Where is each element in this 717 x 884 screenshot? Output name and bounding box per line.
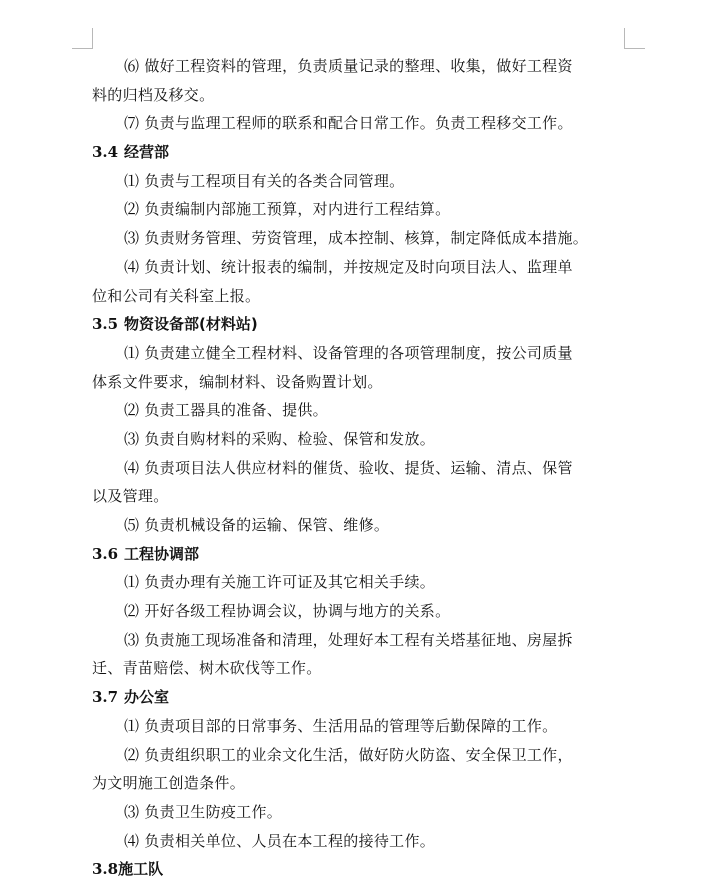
paragraph: [92, 195, 625, 224]
paragraph-line: 位和公司有关科室上报。: [92, 286, 261, 305]
crop-mark-top-right: [624, 28, 645, 49]
paragraph-line: ⑴ 负责办理有关施工许可证及其它相关手续。: [124, 573, 436, 592]
section-heading: [92, 138, 625, 167]
section-title: 办公室: [124, 688, 170, 707]
paragraph: [92, 511, 625, 540]
paragraph-line: ⑴ 负责建立健全工程材料、设备管理的各项管理制度，按公司质量: [124, 343, 573, 362]
section-title: 工程协调部: [124, 544, 200, 563]
paragraph-line: 料的归档及移交。: [92, 85, 215, 104]
paragraph: [92, 568, 625, 597]
paragraph: [92, 741, 625, 798]
paragraph-line: 为文明施工创造条件。: [92, 774, 246, 793]
crop-mark-top-left: [72, 28, 93, 49]
paragraph-line: ⑶ 负责财务管理、劳资管理，成本控制、核算，制定降低成本措施。: [124, 229, 589, 248]
section-heading: [92, 683, 625, 712]
paragraph-line: ⑷ 负责相关单位、人员在本工程的接待工作。: [124, 831, 436, 850]
section-number: 3.8: [92, 860, 119, 879]
paragraph: [92, 425, 625, 454]
paragraph: [92, 454, 625, 511]
paragraph-line: ⑸ 负责机械设备的运输、保管、维修。: [124, 516, 390, 534]
paragraph-line: ⑷ 负责计划、统计报表的编制，并按规定及时向项目法人、监理单: [124, 257, 573, 276]
paragraph: [92, 396, 625, 425]
paragraph-line: ⑵ 负责组织职工的业余文化生活，做好防火防盗、安全保卫工作，: [124, 745, 573, 764]
paragraph-line: 迁、青苗赔偿、树木砍伐等工作。: [92, 659, 322, 678]
paragraph: [92, 52, 625, 109]
section-number: 3.7: [92, 688, 119, 707]
paragraph-line: ⑶ 负责自购材料的采购、检验、保管和发放。: [124, 429, 436, 448]
paragraph-line: 体系文件要求，编制材料、设备购置计划。: [92, 372, 383, 391]
section-title: 物资设备部(材料站): [124, 315, 258, 334]
paragraph: [92, 224, 625, 253]
document-body: [92, 52, 625, 884]
section-number: 3.6: [92, 544, 119, 563]
section-heading: [92, 855, 625, 884]
paragraph-line: ⑺ 负责与监理工程师的联系和配合日常工作。负责工程移交工作。: [124, 114, 573, 133]
paragraph: [92, 339, 625, 396]
section-number: 3.5: [92, 315, 119, 334]
paragraph: [92, 798, 625, 827]
paragraph: [92, 626, 625, 683]
paragraph-line: 以及管理。: [92, 487, 169, 506]
section-number: 3.4: [92, 143, 119, 162]
paragraph: [92, 167, 625, 196]
paragraph-line: ⑴ 负责项目部的日常事务、生活用品的管理等后勤保障的工作。: [124, 716, 558, 735]
paragraph-line: ⑶ 负责施工现场准备和清理，处理好本工程有关塔基征地、房屋拆: [124, 630, 573, 649]
paragraph-line: ⑵ 开好各级工程协调会议，协调与地方的关系。: [124, 602, 451, 621]
section-title: 经营部: [124, 143, 170, 162]
paragraph-line: ⑷ 负责项目法人供应材料的催货、验收、提货、运输、清点、保管: [124, 458, 573, 477]
section-heading: [92, 540, 625, 569]
paragraph: [92, 712, 625, 741]
paragraph-line: ⑴ 负责与工程项目有关的各类合同管理。: [124, 171, 405, 190]
paragraph: [92, 597, 625, 626]
paragraph-line: ⑵ 负责编制内部施工预算，对内进行工程结算。: [124, 200, 451, 219]
paragraph: [92, 253, 625, 310]
paragraph-line: ⑹ 做好工程资料的管理，负责质量记录的整理、收集，做好工程资: [124, 57, 573, 75]
paragraph: [92, 109, 625, 138]
paragraph: [92, 827, 625, 856]
paragraph-line: ⑵ 负责工器具的准备、提供。: [124, 401, 328, 420]
section-heading: [92, 310, 625, 339]
section-title: 施工队: [118, 860, 164, 879]
paragraph-line: ⑶ 负责卫生防疫工作。: [124, 802, 283, 821]
